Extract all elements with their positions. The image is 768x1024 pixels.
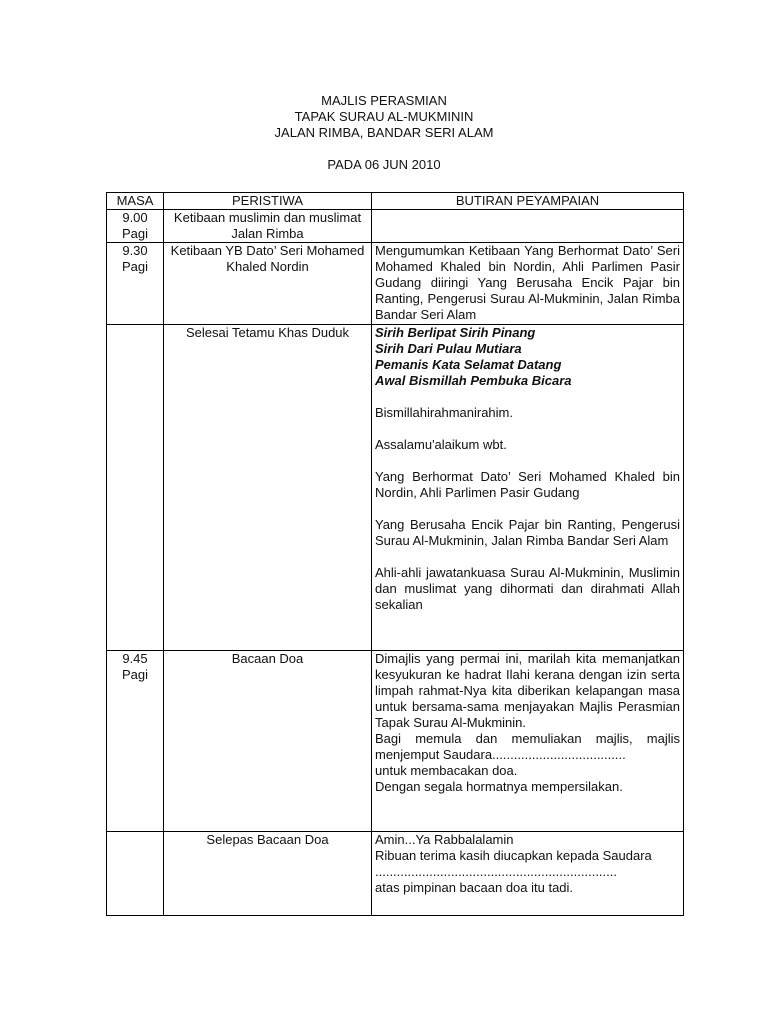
pantun-line: Awal Bismillah Pembuka Bicara — [375, 373, 572, 388]
row-masa: 9.30 Pagi — [107, 243, 164, 325]
header-masa: MASA — [107, 193, 164, 210]
pantun-line: Sirih Berlipat Sirih Pinang — [375, 325, 536, 340]
row-masa: 9.00 Pagi — [107, 210, 164, 243]
butiran-paragraph: untuk membacakan doa. — [375, 763, 518, 778]
header-spacer — [0, 141, 768, 157]
row-peristiwa: Selepas Bacaan Doa — [164, 832, 372, 916]
table-row — [107, 325, 684, 651]
butiran-paragraph: Yang Berhormat Dato’ Seri Mohamed Khaled bin Nordin, Ahli Parlimen Pasir Gudang — [375, 469, 680, 500]
row-peristiwa: Selesai Tetamu Khas Duduk — [164, 325, 372, 651]
header-butiran: BUTIRAN PEYAMPAIAN — [372, 193, 684, 210]
butiran-paragraph: Ahli-ahli jawatankuasa Surau Al-Mukminin, Muslimin dan muslimat yang dihormati dan dirahmati Allah sekalian — [375, 565, 680, 612]
table-row — [107, 832, 684, 916]
butiran-paragraph: atas pimpinan bacaan doa itu tadi. — [375, 880, 574, 895]
row-butiran — [372, 243, 684, 325]
butiran-paragraph: Amin...Ya Rabbalalamin — [375, 832, 514, 847]
header-address: JALAN RIMBA, BANDAR SERI ALAM — [274, 125, 494, 140]
butiran-paragraph: Mengumumkan Ketibaan Yang Berhormat Dato’ Seri Mohamed Khaled bin Nordin, Ahli Parlimen Pasir Gudang diiringi Yang Berusaha Encik Pajar bin Ranting, Pengerusi Surau Al-Mukminin, Jalan Rimba Bandar Seri Alam — [375, 243, 680, 322]
butiran-paragraph: Bagi memula dan memuliakan majlis, majlis menjemput Saudara..................................... — [375, 731, 680, 762]
row-butiran — [372, 832, 684, 916]
header-venue: TAPAK SURAU AL-MUKMININ — [294, 109, 474, 124]
row-peristiwa: Ketibaan YB Dato’ Seri Mohamed Khaled Nordin — [164, 243, 372, 325]
table-row — [107, 243, 684, 325]
row-butiran — [372, 210, 684, 243]
row-butiran — [372, 651, 684, 832]
document-header — [0, 93, 768, 173]
header-date: PADA 06 JUN 2010 — [327, 157, 441, 172]
butiran-paragraph: Dengan segala hormatnya mempersilakan. — [375, 779, 623, 794]
agenda-table — [106, 192, 684, 916]
row-masa: 9.45 Pagi — [107, 651, 164, 832]
table-header-row — [107, 193, 684, 210]
header-peristiwa: PERISTIWA — [164, 193, 372, 210]
pantun-line: Sirih Dari Pulau Mutiara — [375, 341, 522, 356]
butiran-paragraph: Ribuan terima kasih diucapkan kepada Saudara — [375, 848, 652, 863]
butiran-paragraph: Yang Berusaha Encik Pajar bin Ranting, Pengerusi Surau Al-Mukminin, Jalan Rimba Bandar Seri Alam — [375, 517, 680, 548]
table-row — [107, 210, 684, 243]
row-masa — [107, 832, 164, 916]
row-peristiwa: Bacaan Doa — [164, 651, 372, 832]
butiran-paragraph: Assalamu'alaikum wbt. — [375, 437, 507, 452]
butiran-dotted-line: ................................................................... — [375, 864, 617, 879]
pantun-line: Pemanis Kata Selamat Datang — [375, 357, 562, 372]
row-masa — [107, 325, 164, 651]
header-title: MAJLIS PERASMIAN — [321, 93, 447, 108]
table-row — [107, 651, 684, 832]
butiran-paragraph: Dimajlis yang permai ini, marilah kita memanjatkan kesyukuran ke hadrat Ilahi kerana dengan izin serta limpah rahmat-Nya kita diberikan kelapangan masa untuk bersama-sama menjayakan Majlis Perasmian Tapak Surau Al-Mukminin. — [375, 651, 680, 730]
row-peristiwa: Ketibaan muslimin dan muslimat Jalan Rimba — [164, 210, 372, 243]
row-butiran — [372, 325, 684, 651]
butiran-paragraph: Bismillahirahmanirahim. — [375, 405, 513, 420]
